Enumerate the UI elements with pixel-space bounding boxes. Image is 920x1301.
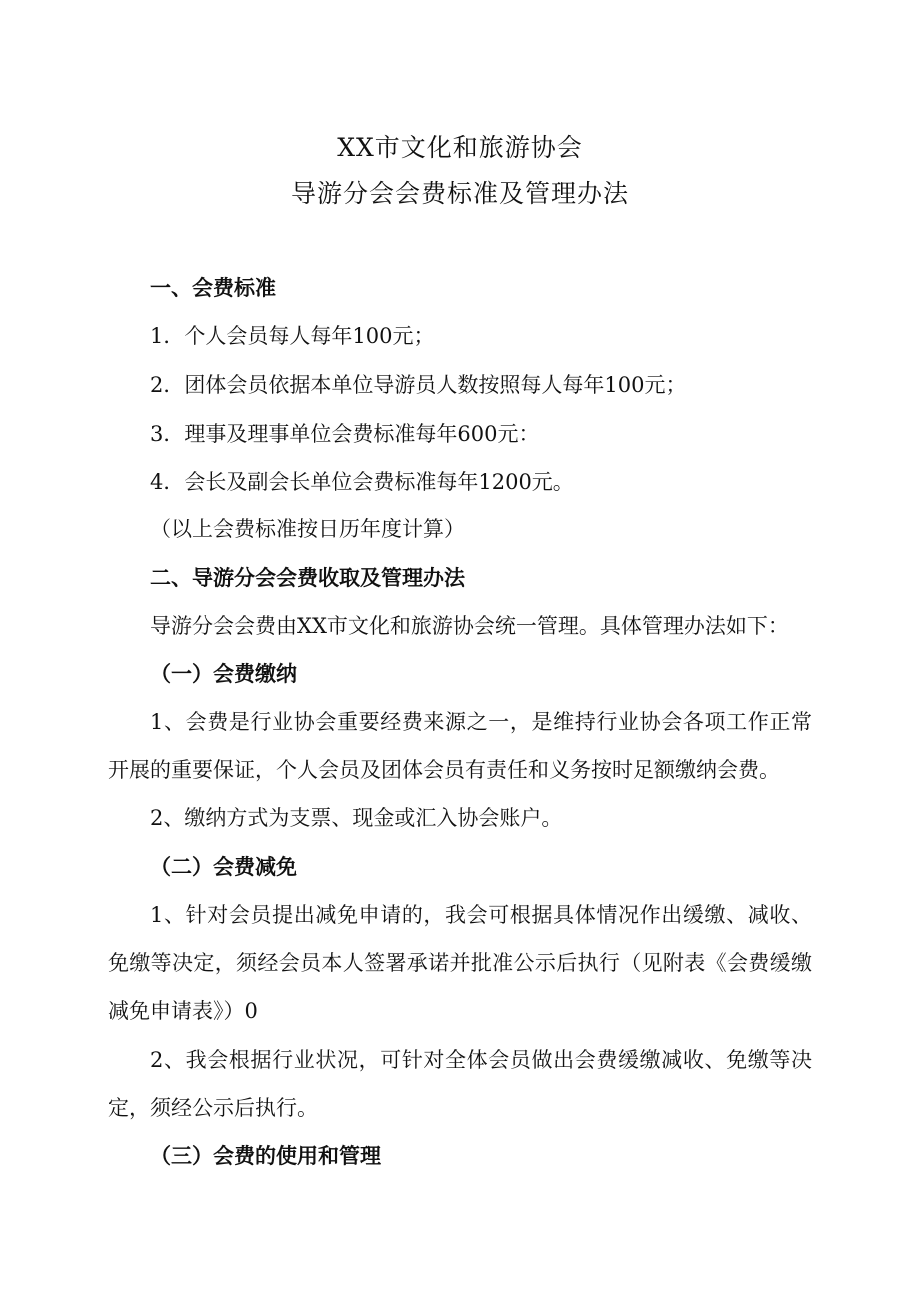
section2-intro: 导游分会会费由XX市文化和旅游协会统一管理。具体管理办法如下： xyxy=(150,614,789,638)
sub1-heading: （一）会费缴纳 xyxy=(150,662,297,686)
section1-heading: 一、会费标准 xyxy=(150,276,276,300)
sub2-paragraph1-line2: 免缴等决定，须经会员本人签署承诺并批准公示后执行（见附表《会费缓缴 xyxy=(108,951,812,975)
sub1-paragraph2: 2、缴纳方式为支票、现金或汇入协会账户。 xyxy=(150,806,563,830)
sub2-paragraph2-line2: 定，须经公示后执行。 xyxy=(108,1096,318,1120)
sub2-paragraph1-line3: 减免申请表》）0 xyxy=(108,999,258,1023)
fee-item-1: 1．个人会员每人每年100元； xyxy=(150,324,435,348)
sub3-heading: （三）会费的使用和管理 xyxy=(150,1144,381,1168)
fee-note: （以上会费标准按日历年度计算） xyxy=(150,517,465,541)
fee-item-2: 2．团体会员依据本单位导游员人数按照每人每年100元； xyxy=(150,373,687,397)
fee-item-4: 4．会长及副会长单位会费标准每年1200元。 xyxy=(150,470,574,494)
document-title-line1: XX市文化和旅游协会 xyxy=(337,133,583,162)
section2-heading: 二、导游分会会费收取及管理办法 xyxy=(150,566,465,590)
fee-item-3: 3．理事及理事单位会费标准每年600元： xyxy=(150,422,540,446)
sub2-paragraph1-line1: 1、针对会员提出减免申请的，我会可根据具体情况作出缓缴、减收、 xyxy=(150,903,812,927)
sub2-heading: （二）会费减免 xyxy=(150,855,297,879)
sub2-paragraph2-line1: 2、我会根据行业状况，可针对全体会员做出会费缓缴减收、免缴等决 xyxy=(150,1048,812,1072)
sub1-paragraph1-line2: 开展的重要保证，个人会员及团体会员有责任和义务按时足额缴纳会费。 xyxy=(108,758,780,782)
document-title-line2: 导游分会会费标准及管理办法 xyxy=(290,179,629,208)
sub1-paragraph1-line1: 1、会费是行业协会重要经费来源之一，是维持行业协会各项工作正常 xyxy=(150,710,812,734)
